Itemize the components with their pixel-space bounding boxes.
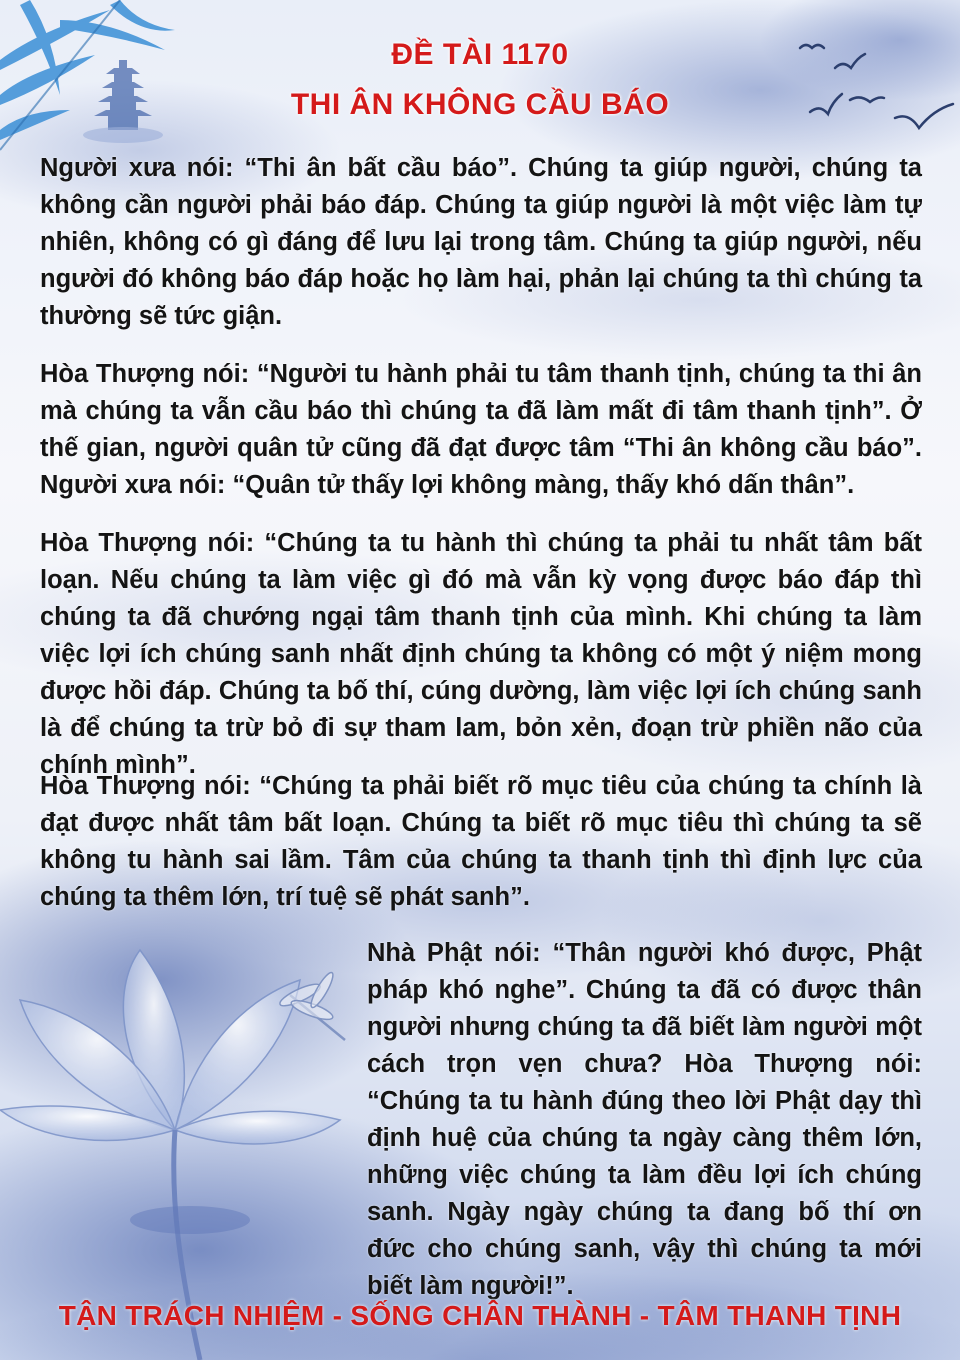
paragraph-5: Nhà Phật nói: “Thân người khó được, Phật pháp khó nghe”. Chúng ta đã có được thân người nhưng chúng ta đã biết làm người một cách trọn vẹn chưa? Hòa Thượng nói: “Chúng ta tu hành đúng theo lời Phật dạy thì định huệ của chúng ta ngày càng thêm lớn, những việc chúng ta làm đều lợi ích chúng sanh. Ngày ngày chúng ta đang bố thí ơn đức cho chúng sanh, vậy thì chúng ta mới biết làm người!”. [367, 939, 922, 1300]
paragraph-1: Người xưa nói: “Thi ân bất cầu báo”. Chúng ta giúp người, chúng ta không cần người phải báo đáp. Chúng ta giúp người là một việc làm tự nhiên, không có gì đáng để lưu lại trong tâm. Chúng ta giúp người, nếu người đó không báo đáp hoặc họ làm hại, phản lại chúng ta thì chúng ta thường sẽ tức giận. [40, 154, 922, 330]
motto-footer: TẬN TRÁCH NHIỆM - SỐNG CHÂN THÀNH - TÂM THANH TỊNH [58, 1300, 902, 1331]
paragraph-4: Hòa Thượng nói: “Chúng ta phải biết rõ mục tiêu của chúng ta chính là đạt được nhất tâm bất loạn. Chúng ta biết rõ mục tiêu thì chúng ta sẽ không tu hành sai lầm. Tâm của chúng ta thanh tịnh thì định lực của chúng ta thêm lớn, trí tuệ sẽ phát sanh”. [40, 772, 922, 911]
topic-number: ĐỀ TÀI 1170 [391, 38, 569, 71]
paragraph-2: Hòa Thượng nói: “Người tu hành phải tu tâm thanh tịnh, chúng ta thi ân mà chúng ta vẫn cầu báo thì chúng ta đã làm mất đi tâm thanh tịnh”. Ở thế gian, người quân tử cũng đã đạt được tâm “Thi ân không cầu báo”. Người xưa nói: “Quân tử thấy lợi không màng, thấy khó dấn thân”. [40, 360, 922, 499]
page-title: THI ÂN KHÔNG CẦU BÁO [290, 88, 670, 121]
paragraph-3: Hòa Thượng nói: “Chúng ta tu hành thì chúng ta phải tu nhất tâm bất loạn. Nếu chúng ta làm việc gì đó mà vẫn kỳ vọng được báo đáp thì chúng ta đã chướng ngại tâm thanh tịnh của mình. Khi chúng ta làm việc lợi ích chúng sanh nhất định chúng ta không có một ý niệm mong được hồi đáp. Chúng ta bố thí, cúng dường, làm việc lợi ích chúng sanh là để chúng ta trừ bỏ đi sự tham lam, bỏn xẻn, đoạn trừ phiền não của chính mình”. [40, 529, 922, 779]
